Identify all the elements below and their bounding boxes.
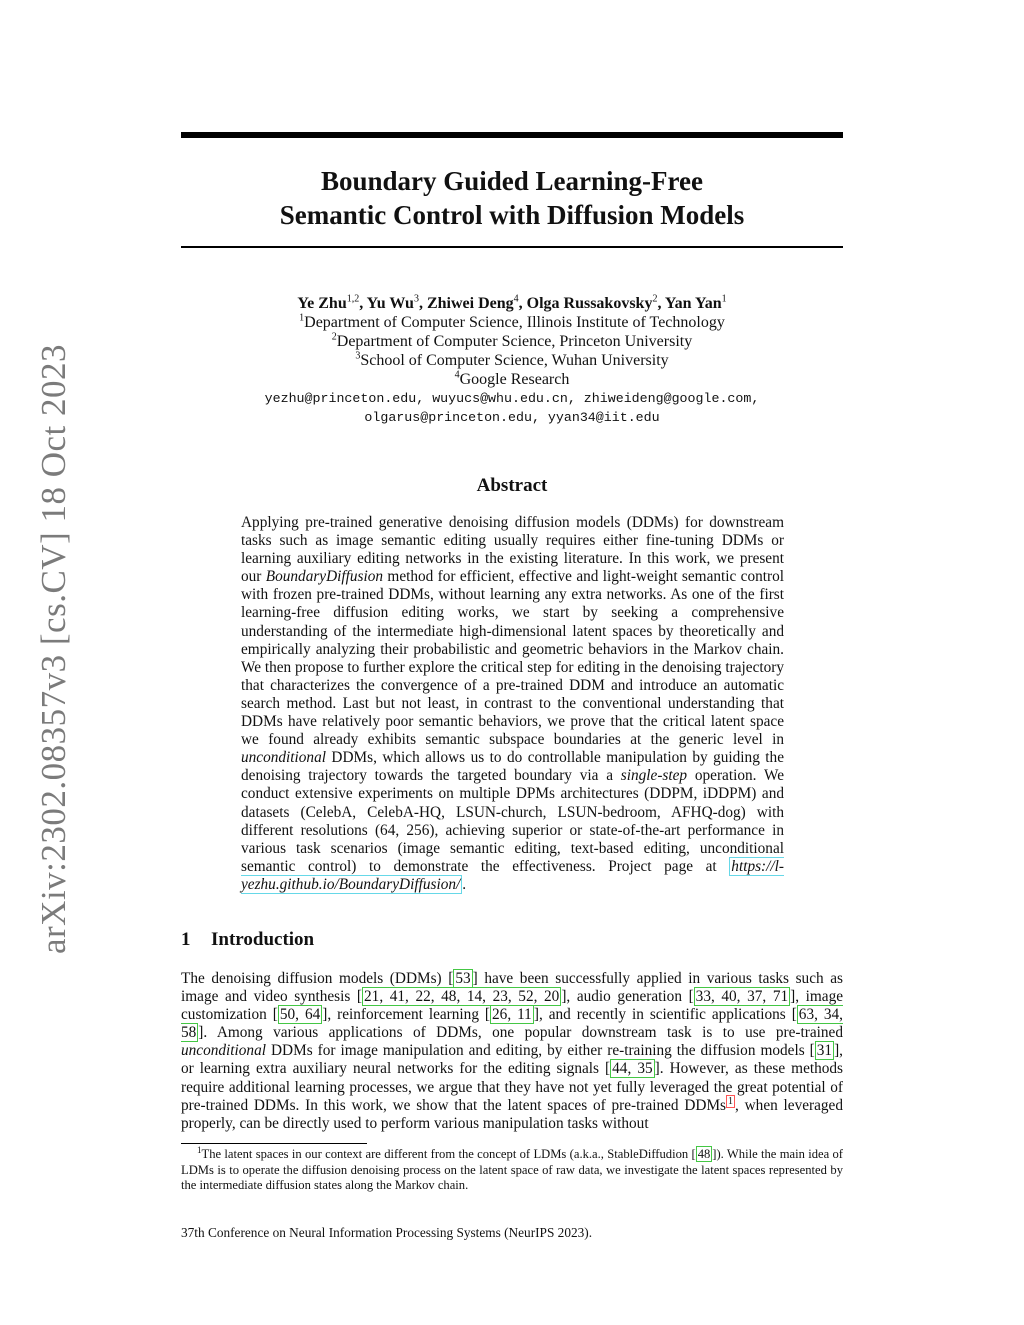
abstract-emphasis: single-step — [620, 767, 688, 785]
abstract-paragraph — [241, 514, 784, 894]
intro-text: ], or learning extra auxiliary neural networks for the editing signals [ — [181, 1042, 843, 1078]
section-heading-introduction — [181, 929, 314, 951]
intro-emphasis: unconditional — [181, 1042, 266, 1060]
author-sep: , — [518, 295, 527, 312]
footnote-sup: 1 — [197, 1144, 202, 1155]
paper-title — [181, 164, 843, 232]
affiliation-text: Department of Computer Science, Illinois Institute of Technology — [304, 314, 725, 331]
author-block — [181, 294, 843, 427]
intro-text: ], image customization [ — [181, 988, 844, 1024]
author-sep: , — [418, 295, 427, 312]
citation-link[interactable]: 31 — [816, 1042, 833, 1060]
author-affil-sup: 1 — [721, 293, 727, 305]
footnote-text — [181, 1144, 844, 1194]
emails-line-2: olgarus@princeton.edu, yyan34@iit.edu — [364, 410, 660, 425]
author-emails — [181, 389, 843, 427]
affiliation-sup: 4 — [454, 369, 460, 381]
intro-text: ], audio generation [ — [561, 988, 694, 1006]
author-names — [181, 294, 843, 313]
intro-text: DDMs for image manipulation and editing, by either re-training the diffusion models [ — [265, 1042, 815, 1060]
title-line-2: Semantic Control with Diffusion Models — [279, 200, 745, 230]
intro-text: The denoising diffusion models (DDMs) [ — [181, 970, 454, 987]
arxiv-id[interactable]: arXiv:2302.08357v3 [cs.CV] 18 Oct 2023 — [34, 343, 73, 955]
abstract-text: DDMs, which allows us to do controllable manipulation by guiding the denoising trajectory towards the targeted boundary via a — [241, 749, 784, 785]
section-title: Introduction — [211, 929, 315, 950]
author-affil-sup: 4 — [513, 293, 519, 305]
section-number: 1 — [181, 929, 191, 950]
citation-link[interactable]: 50, 64 — [279, 1006, 321, 1024]
footnote — [181, 1144, 844, 1194]
abstract-heading: Abstract — [476, 475, 548, 496]
affiliation-3 — [181, 351, 843, 370]
abstract-text: Applying pre-trained generative denoising diffusion models (DDMs) for downstream tasks such as image semantic editing usually requires either fine-tuning DDMs or learning auxiliary editing networks in the existing literature. In this work, we present our — [241, 514, 784, 586]
affiliation-1 — [181, 313, 843, 332]
abstract-text: operation. We conduct extensive experiments on multiple DPMs architectures (DDPM, iDDPM) and datasets (CelebA, CelebA-HQ, LSUN-church, LSUN-bedroom, AFHQ-dog) with different resolutions (64, 256), achieving superior or state-of-the-art performance in various task scenarios (image semantic editing, text-based editing, unconditional semantic control) to demonstrate the effectiveness. Project page at — [241, 767, 784, 875]
intro-text: , when leveraged properly, can be directly used to perform various manipulation tasks without — [181, 1096, 843, 1132]
author-name: Yan Yan — [664, 295, 722, 312]
citation-link[interactable]: 26, 11 — [492, 1006, 532, 1024]
footnote-rule — [181, 1143, 367, 1144]
abstract-emphasis: BoundaryDiffusion — [265, 568, 384, 586]
author-sep: , — [657, 295, 665, 312]
author-sep: , — [359, 295, 367, 312]
affiliation-2 — [181, 332, 843, 351]
citation-link[interactable]: 53 — [455, 970, 471, 987]
intro-paragraph — [181, 970, 843, 1133]
conference-note: 37th Conference on Neural Information Processing Systems (NeurIPS 2023). — [181, 1225, 593, 1240]
title-top-rule — [181, 132, 843, 138]
introduction-body — [181, 970, 843, 1133]
author-name: Zhiwei Deng — [426, 295, 514, 312]
author-name: Olga Russakovsky — [526, 295, 653, 312]
footnote-span: ]). While the main idea of LDMs is to operate the diffusion denoising process on the latent space of raw data, we investigate the latent spaces represented by the intermediate diffusion states along the Markov chain. — [181, 1147, 844, 1193]
arxiv-stamp — [24, 343, 84, 955]
intro-text: ], and recently in scientific applications [ — [533, 1006, 797, 1024]
affiliation-text: Department of Computer Science, Princeton University — [336, 333, 693, 350]
intro-text: ], reinforcement learning [ — [322, 1006, 491, 1024]
footnote-span: The latent spaces in our context are different from the concept of LDMs (a.k.a., StableDiffudion [ — [201, 1147, 696, 1161]
affiliation-text: School of Computer Science, Wuhan University — [360, 352, 669, 369]
intro-text: ] have been successfully applied in various tasks such as image and video synthesis [ — [181, 970, 843, 1006]
author-name: Yu Wu — [366, 295, 414, 312]
citation-link[interactable]: 21, 41, 22, 48, 14, 23, 52, 20 — [364, 988, 560, 1006]
affiliation-text: Google Research — [459, 371, 570, 388]
intro-text: ]. Among various applications of DDMs, one popular downstream task is to use pre-trained — [198, 1024, 843, 1042]
author-affil-sup: 1,2 — [346, 293, 360, 305]
abstract-text: method for efficient, effective and light-weight semantic control with frozen pre-trained DDMs, without learning any extra networks. As one of the first learning-free diffusion editing works, we start by seeking a comprehensive understanding of the intermediate high-dimensional latent spaces by theoretically and empirically analyzing their probabilistic and geometric behaviors in the Markov chain. We then propose to further explore the critical step for editing in the denoising trajectory that characterizes the convergence of a pre-trained DDM and introduce an automatic search method. Last but not least, in contrast to the conventional understanding that DDMs have relatively poor semantic behaviors, we prove that the critical latent space we found already exhibits semantic subspace boundaries at the generic level in — [241, 568, 784, 749]
author-affil-sup: 3 — [413, 293, 419, 305]
author-affil-sup: 2 — [652, 293, 658, 305]
title-bottom-rule — [181, 246, 843, 248]
title-line-1: Boundary Guided Learning-Free — [320, 166, 704, 196]
citation-link[interactable]: 48 — [697, 1147, 711, 1161]
footnote-ref-link[interactable]: 1 — [728, 1095, 734, 1107]
abstract-text: . — [462, 875, 467, 893]
citation-link[interactable]: 63, 34, 58 — [181, 1006, 843, 1042]
citation-link[interactable]: 44, 35 — [612, 1060, 653, 1078]
affiliation-4 — [181, 370, 843, 389]
citation-link[interactable]: 33, 40, 37, 71 — [695, 988, 789, 1006]
intro-text: ]. However, as these methods require additional learning processes, we argue that they have not yet fully leveraged the great potential of pre-trained DDMs. In this work, we show that the latent spaces of pre-trained DDMs — [181, 1060, 844, 1114]
abstract-body — [241, 514, 784, 894]
author-name: Ye Zhu — [297, 295, 347, 312]
project-page-link[interactable]: https://l-yezhu.github.io/BoundaryDiffusion/ — [241, 857, 784, 893]
affiliation-sup: 1 — [299, 312, 305, 324]
abstract-emphasis: unconditional — [241, 749, 326, 767]
emails-line-1: yezhu@princeton.edu, wuyucs@whu.edu.cn, zhiweideng@google.com, — [264, 391, 760, 406]
affiliation-sup: 3 — [355, 350, 361, 362]
affiliation-sup: 2 — [331, 331, 337, 343]
